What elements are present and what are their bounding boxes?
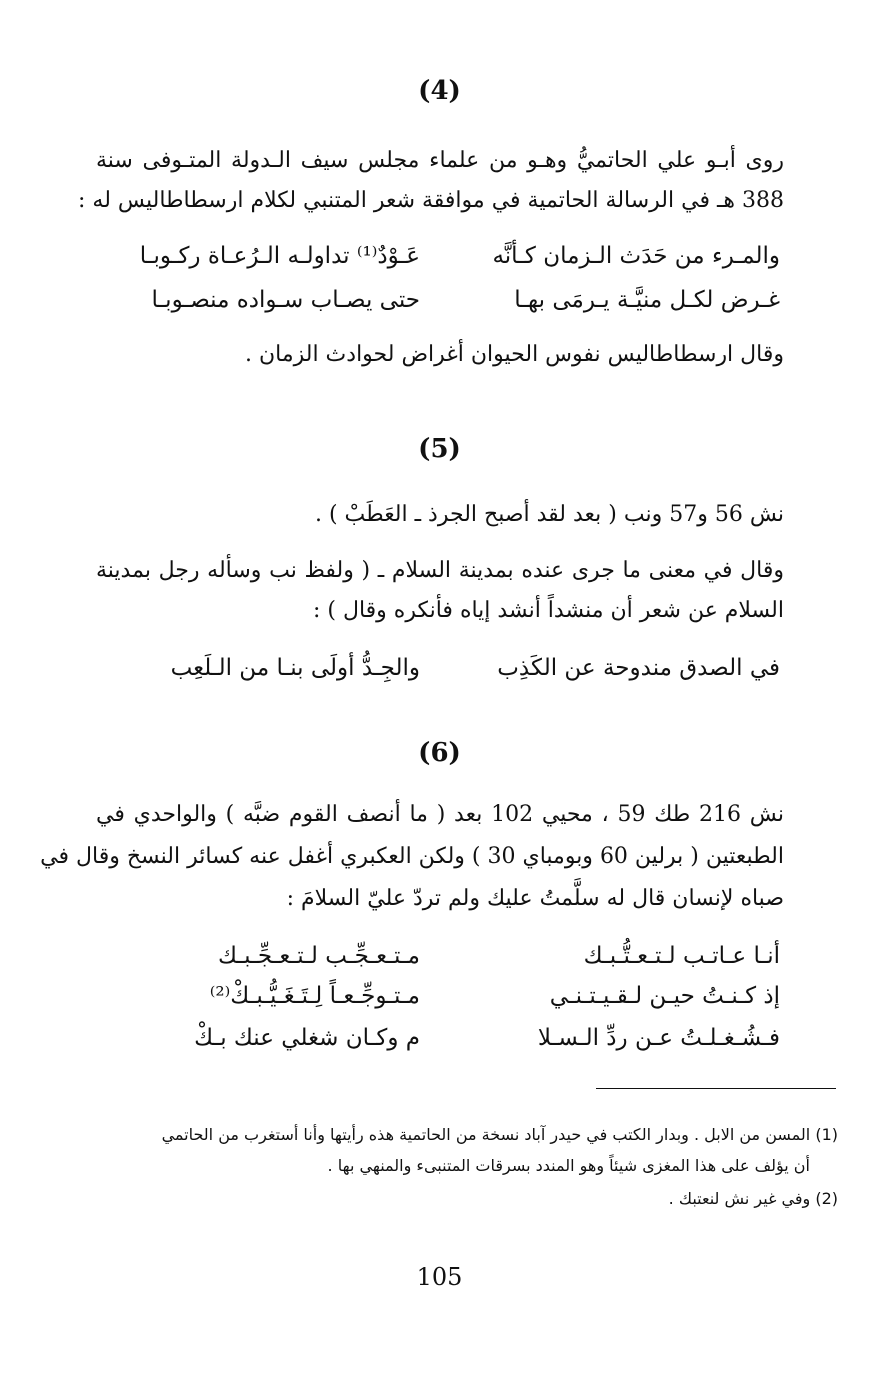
footnote-line: (1) المسن من الابل . وبدار الكتب في حيدر آباد نسخة من الحاتمية هذه رأيتها وأنا أستغرب من الحاتمي <box>161 1125 838 1144</box>
section-heading-6: (6) <box>418 738 461 768</box>
verse-hemistich-first: إذ كـنـتُ حيـن لـقـيـتـنـي <box>549 983 780 1009</box>
verse-hemistich-second: مـتـعـجِّـب لـتـعـجِّـبـك <box>218 943 420 969</box>
verse-hemistich-second: عَـوْدٌ⁽¹⁾ تداولـه الـرُعـاة ركـوبـا <box>139 243 420 269</box>
footnote-line: (2) وفي غير نش لنعتبك . <box>668 1189 838 1208</box>
verse-hemistich-first: غـرض لكـل منيَّـة يـرمَى بهـا <box>514 287 780 313</box>
paragraph-line: روى أبـو علي الحاتميُّ وهـو من علماء مجلس سيف الـدولة المتـوفى سنة <box>96 148 784 173</box>
verse-hemistich-second: حتى يصـاب سـواده منصـوبـا <box>151 287 420 313</box>
verse-hemistich-first: والمـرء من حَدَث الـزمان كـأنَّه <box>492 243 780 269</box>
section-heading-5: (5) <box>418 434 461 464</box>
paragraph-line: الطبعتين ( برلين 60 وبومباي 30 ) ولكن العكبري أغفل عنه كسائر النسخ وقال في <box>40 844 784 869</box>
footnote-line: أن يؤلف على هذا المغزى شيئاً وهو المندد بسرقات المتنبىء والمنهي بها . <box>327 1156 810 1175</box>
page-number: 105 <box>416 1263 463 1291</box>
paragraph-line: نش 216 طك 59 ، محيي 102 بعد ( ما أنصف القوم ضبَّه ) والواحدي في <box>96 802 784 827</box>
paragraph-line: وقال ارسطاطاليس نفوس الحيوان أغراض لحوادث الزمان . <box>244 342 784 367</box>
paragraph-line: 388 هـ في الرسالة الحاتمية في موافقة شعر المتنبي لكلام ارسطاطاليس له : <box>78 188 784 213</box>
paragraph-line: صباه لإنسان قال له سلَّمتُ عليك ولم تردّ عليّ السلامَ : <box>286 886 784 911</box>
verse-hemistich-first: أنـا عـاتـب لـتـعـتُّـبـك <box>583 943 780 969</box>
verse-hemistich-first: في الصدق مندوحة عن الكَذِب <box>497 655 780 681</box>
verse-hemistich-second: والجِـدُّ أولَى بنـا من الـلَعِب <box>170 655 420 681</box>
paragraph-line: السلام عن شعر أن منشداً أنشد إياه فأنكره وقال ) : <box>312 598 784 623</box>
verse-hemistich-first: فـشُـغـلـتُ عـن ردِّ الـسـلا <box>537 1025 780 1051</box>
footnote-divider <box>596 1088 836 1089</box>
paragraph-line: وقال في معنى ما جرى عنده بمدينة السلام ـ ( ولفظ نب وسأله رجل بمدينة <box>96 558 784 583</box>
verse-hemistich-second: م وكـان شغلي عنك بـكْ <box>194 1025 420 1051</box>
paragraph-line: نش 56 و57 ونب ( بعد لقد أصبح الجرذ ـ العَطَبْ ) . <box>314 502 784 527</box>
verse-hemistich-second: مـتـوجِّـعـاً لِـتَـغَـيُّـبـكْ⁽²⁾ <box>209 983 420 1009</box>
section-heading-4: (4) <box>418 76 461 106</box>
